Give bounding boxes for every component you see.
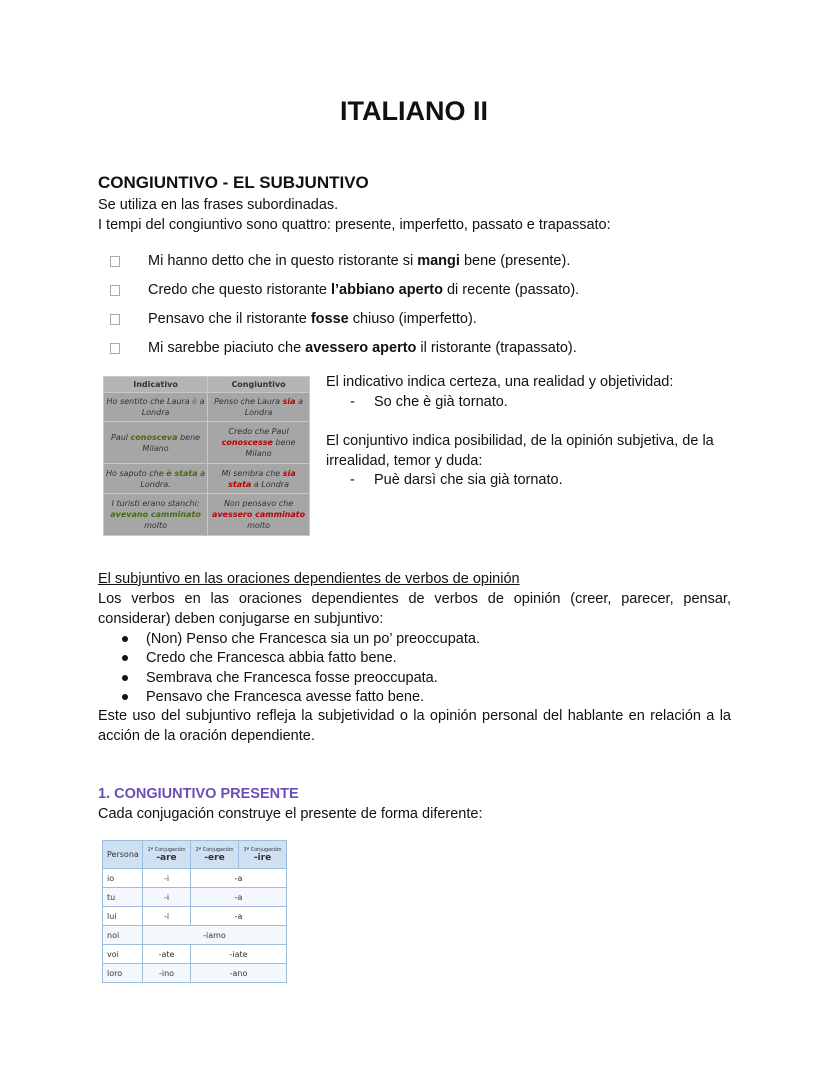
paragraph: Se utiliza en las frases subordinadas. <box>98 197 339 213</box>
checkbox-glyph-icon <box>110 343 120 354</box>
table-cell: -iate <box>191 945 287 964</box>
bullet-icon <box>122 636 128 642</box>
table-cell: -i <box>143 907 191 926</box>
table-header: 2ª Conjugación -ere <box>191 841 239 869</box>
congiuntivo-example: - Puè darsì che sia già tornato. <box>350 472 563 488</box>
indicativo-description: El indicativo indica certeza, una realidad y objetividad: <box>326 374 674 390</box>
table-row <box>103 964 287 983</box>
checkbox-glyph-icon <box>110 256 120 267</box>
table-cell: -i <box>143 869 191 888</box>
table-cell: loro <box>103 964 143 983</box>
checkbox-glyph-icon <box>110 285 120 296</box>
table-cell: -a <box>191 907 287 926</box>
table-row <box>103 888 287 907</box>
bullet-icon <box>122 675 128 681</box>
table-cell: lui <box>103 907 143 926</box>
table-row <box>103 926 287 945</box>
table-header: Persona <box>103 841 143 869</box>
page-title: ITALIANO II <box>340 96 488 126</box>
table-row <box>104 422 310 464</box>
table-header: Congiuntivo <box>208 377 310 393</box>
list-item: Mi sarebbe piaciuto che avessero aperto il ristorante (trapassato). <box>110 333 579 362</box>
table-cell: Ho sentito che Laura è a Londra <box>104 393 208 422</box>
list-item: Pensavo che il ristorante fosse chiuso (imperfetto). <box>110 304 579 333</box>
table-cell: noi <box>103 926 143 945</box>
example-list <box>110 246 579 362</box>
table-cell: Ho saputo che è stata a Londra. <box>104 464 208 493</box>
table-cell: Penso che Laura sia a Londra <box>208 393 310 422</box>
checkbox-glyph-icon <box>110 314 120 325</box>
table-cell: -iamo <box>143 926 287 945</box>
table-header: 3ª Conjugación -ire <box>239 841 287 869</box>
indicativo-example: - So che è già tornato. <box>350 394 508 410</box>
subheading: El subjuntivo en las oraciones dependientes de verbos de opinión <box>98 571 520 587</box>
table-row <box>103 907 287 926</box>
congiuntivo-description: El conjuntivo indica posibilidad, de la opinión subjetiva, de la irrealidad, temor y duda: <box>326 433 714 469</box>
list-item: Mi hanno detto che in questo ristorante si mangi bene (presente). <box>110 246 579 275</box>
table-cell: Mi sembra che sia stata a Londra <box>208 464 310 493</box>
table-row <box>103 945 287 964</box>
table-cell: I turisti erano stanchi: avevano camminato molto <box>104 493 208 535</box>
table-header-row <box>103 841 287 869</box>
table-cell: tu <box>103 888 143 907</box>
list-item: Credo che Francesca abbia fatto bene. <box>122 649 480 669</box>
table-cell: Paul conosceva bene Milano <box>104 422 208 464</box>
bullet-icon <box>122 655 128 661</box>
conjugation-table <box>102 840 287 983</box>
table-row <box>104 493 310 535</box>
table-header: Indicativo <box>104 377 208 393</box>
table-cell: Non pensavo che avessero camminato molto <box>208 493 310 535</box>
table-cell: -i <box>143 888 191 907</box>
bullet-list <box>122 629 480 707</box>
table-cell: -ano <box>191 964 287 983</box>
bullet-icon <box>122 694 128 700</box>
list-item: (Non) Penso che Francesca sia un po’ preoccupata. <box>122 629 480 649</box>
indicativo-congiuntivo-table <box>103 376 310 536</box>
table-row <box>104 393 310 422</box>
table-cell: -a <box>191 869 287 888</box>
list-item: Pensavo che Francesca avesse fatto bene. <box>122 688 480 708</box>
table-cell: -ino <box>143 964 191 983</box>
table-cell: -ate <box>143 945 191 964</box>
table-cell: Credo che Paul conoscesse bene Milano <box>208 422 310 464</box>
list-item: Credo che questo ristorante l’abbiano aperto di recente (passato). <box>110 275 579 304</box>
table-header: 1ª Conjugación -are <box>143 841 191 869</box>
section-heading: 1. CONGIUNTIVO PRESENTE <box>98 786 299 802</box>
paragraph: Cada conjugación construye el presente de forma diferente: <box>98 806 483 822</box>
paragraph: Los verbos en las oraciones dependientes de verbos de opinión (creer, parecer, pensar, considerar) deben conjugarse en subjuntivo: <box>98 591 731 627</box>
list-item: Sembrava che Francesca fosse preoccupata. <box>122 668 480 688</box>
table-cell: voi <box>103 945 143 964</box>
table-cell: -a <box>191 888 287 907</box>
section-heading: CONGIUNTIVO - EL SUBJUNTIVO <box>98 173 369 192</box>
table-row <box>103 869 287 888</box>
table-row <box>104 464 310 493</box>
table-cell: io <box>103 869 143 888</box>
paragraph: Este uso del subjuntivo refleja la subjetividad o la opinión personal del hablante en relación a la acción de la oración dependiente. <box>98 708 731 744</box>
paragraph: I tempi del congiuntivo sono quattro: presente, imperfetto, passato e trapassato: <box>98 217 611 233</box>
